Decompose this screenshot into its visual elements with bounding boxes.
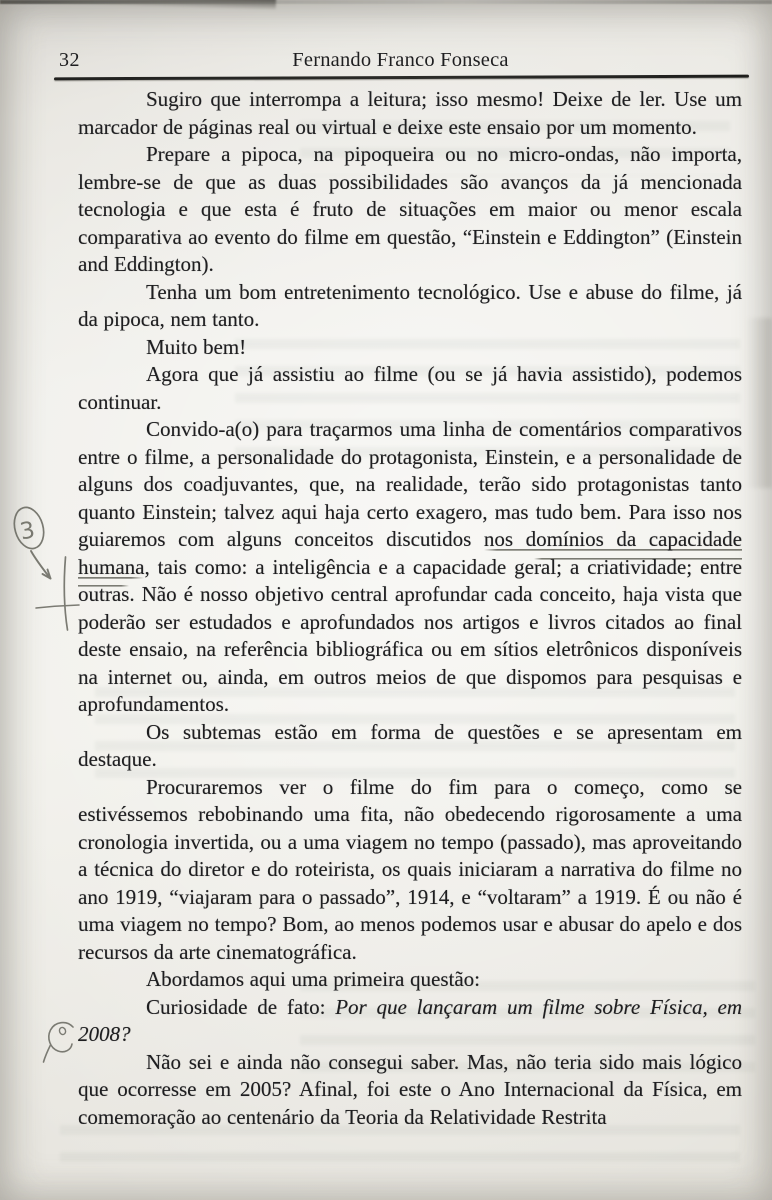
margin-number: 3 — [18, 517, 37, 546]
paragraph-text: Os subtemas estão em forma de questões e se apresentam em destaque. — [78, 719, 742, 771]
paragraph-10 — [78, 994, 742, 1049]
paragraph-4 — [78, 334, 742, 362]
pen-underlined-phrase: nos domínios da capacidade humana — [78, 527, 742, 579]
paragraph-text: Procuraremos ver o filme do fim para o começo, como se estivéssemos rebobinando uma fita, não obedecendo rigorosamente a uma cronologia invertida, ou a uma viagem no tempo (passado), mas aproveitando a técnica do diretor e do roteirista, os quais iniciaram a narrativa do filme no ano 1919, “viajaram para o passado”, 1914, e “voltaram” a 1919. É ou não é uma viagem no tempo? Bom, ao menos podemos usar e abusar do apelo e dos recursos da arte cinematográfica. — [78, 774, 742, 964]
paragraph-7 — [78, 719, 742, 774]
paragraph-8 — [78, 774, 742, 967]
margin-line-annotation — [64, 557, 67, 630]
scan-edge-shadow — [0, 0, 772, 4]
paragraph-text: Muito bem! — [146, 334, 247, 359]
italic-question-text: Por que lançaram um filme sobre Física, em 2008? — [78, 994, 742, 1046]
underline-stroke-annotation — [36, 605, 79, 608]
paragraph-text: Não sei e ainda não consegui saber. Mas, não teria sido mais lógico que ocorresse em 2005? Afinal, foi este o Ano Internacional da Física, em comemoração ao centenário da Teoria da Relatividade Restrita — [78, 1049, 742, 1129]
paragraph-11 — [78, 1049, 742, 1132]
paragraph-text: Tenha um bom entretenimento tecnológico. Use e abuse do filme, já da pipoca, nem tanto. — [78, 279, 742, 331]
paragraph-text: Prepare a pipoca, na pipoqueira ou no micro-ondas, não importa, lembre-se de que as duas possibilidades são avanços da já mencionada tecnologia e que esta é fruto de situações em maior ou menor escala comparativa ao evento do filme em questão, “Einstein e Eddington” (Einstein and Eddington). — [78, 142, 742, 276]
paragraph-2 — [78, 141, 742, 279]
running-head-author: Fernando Franco Fonseca — [292, 49, 509, 71]
paragraph-text: , tais como: a inteligência e a capacidade ge — [144, 554, 534, 579]
page-number: 32 — [59, 49, 80, 71]
paragraph-3 — [78, 279, 742, 334]
arrow-annotation — [31, 551, 51, 579]
header-rule-divider — [54, 75, 749, 81]
paragraph-text: Abordamos aqui uma primeira questão: — [146, 967, 481, 991]
paragraph-text: Curiosidade de fato: — [146, 994, 336, 1019]
paragraph-text: Sugiro que interrompa a leitura; isso mesmo! Deixe de ler. Use um marcador de páginas real ou virtual e deixe este ensaio por um momento. — [78, 87, 742, 139]
scan-corner-shadow — [0, 0, 276, 10]
paragraph-5 — [78, 361, 742, 416]
paragraph-text: . Não é nosso objetivo central aprofundar cada conceito, haja vista que poderão ser estudados e aprofundados nos artigos e livros citados ao final deste ensaio, na referência bibliográfica ou em sítios eletrônicos disponíveis na internet ou, ainda, em outros meios de que dispomos para pesquisas e aprofundamentos. — [78, 582, 742, 716]
paragraph-1 — [78, 86, 742, 141]
pen-marked-phrase: ral; a criatividade; entre outras — [78, 554, 742, 606]
page-header — [57, 49, 744, 75]
paragraph-9 — [78, 966, 742, 994]
scan-edge-shading — [746, 318, 772, 488]
circled-number-annotation — [10, 504, 48, 552]
paragraph-text: Agora que já assistiu ao filme (ou se já havia assistido), podemos continuar. — [78, 362, 742, 414]
paragraph-text: Convido-a(o) para traçarmos uma linha de comentários comparativos entre o filme, a personalidade do protagonista, Einstein, e a personalidade de alguns dos coadjuvantes, que, na realidade, terão sido protagonistas tanto quanto Einstein; talvez aqui haja certo exagero, mas tudo bem. Para isso nos guiaremos com alguns conceitos discutidos — [78, 417, 742, 551]
paragraph-6 — [78, 416, 742, 719]
spiral-doodle-annotation — [44, 1023, 74, 1062]
page-body — [78, 86, 742, 1131]
